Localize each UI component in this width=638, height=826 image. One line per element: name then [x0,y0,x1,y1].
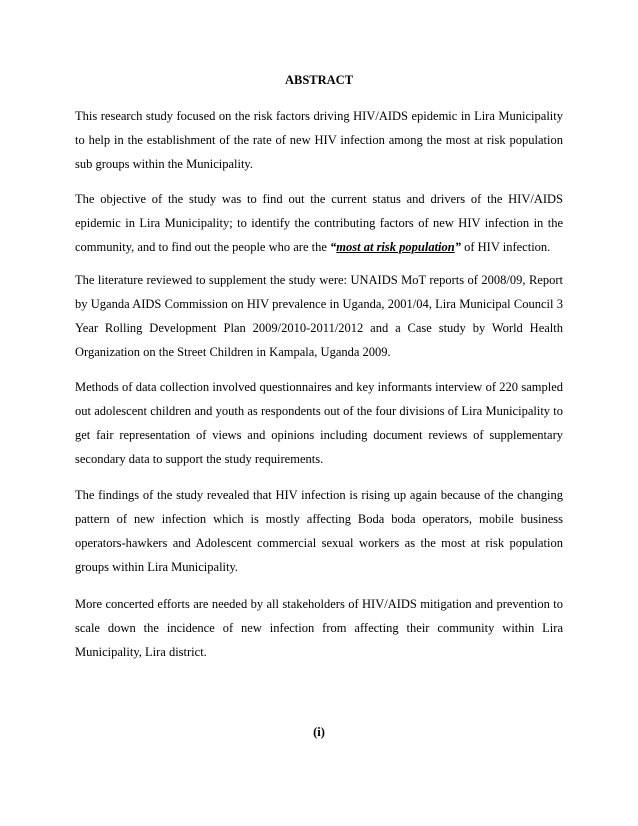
paragraph-line: by Uganda AIDS Commission on HIV prevalence in Uganda, 2001/04, Lira Municipal Council 3 [75,297,563,311]
paragraph-line: sub groups within the Municipality. [75,157,253,171]
open-quote: “ [330,240,337,254]
paragraph-methods [75,375,563,471]
paragraph-line: out adolescent children and youth as respondents out of the four divisions of Lira Municipality to [75,404,563,418]
emphasized-phrase: most at risk population [336,240,455,254]
paragraph-line: groups within Lira Municipality. [75,560,239,574]
line-text: of HIV infection. [460,240,551,254]
paragraph-line: The findings of the study revealed that HIV infection is rising up again because of the changing [75,488,563,502]
paragraph-purpose [75,104,563,176]
close-quote: ” [454,240,461,254]
paragraph-line [75,235,563,259]
paragraph-line: scale down the incidence of new infection from affecting their community within Lira [75,621,563,635]
paragraph-line: The objective of the study was to find out the current status and drivers of the HIV/AIDS [75,192,563,206]
paragraph-line: to help in the establishment of the rate of new HIV infection among the most at risk population [75,133,563,147]
paragraph-line: Year Rolling Development Plan 2009/2010-2011/2012 and a Case study by World Health [75,321,563,335]
paragraph-line: get fair representation of views and opinions including document reviews of supplementary [75,428,563,442]
paragraph-line: Methods of data collection involved questionnaires and key informants interview of 220 sampled [75,380,563,394]
paragraph-line: operators-hawkers and Adolescent commercial sexual workers as the most at risk population [75,536,563,550]
paragraph-line: This research study focused on the risk factors driving HIV/AIDS epidemic in Lira Municipality [75,109,563,123]
abstract-heading: ABSTRACT [284,73,354,87]
paragraph-literature [75,268,563,364]
paragraph-findings [75,483,563,579]
paragraph-line: secondary data to support the study requirements. [75,452,324,466]
paragraph-line: Municipality, Lira district. [75,645,207,659]
paragraph-recommendations [75,592,563,664]
paragraph-line: pattern of new infection which is mostly affecting Boda boda operators, mobile business [75,512,563,526]
paragraph-line: epidemic in Lira Municipality; to identify the contributing factors of new HIV infection in the [75,216,563,230]
paragraph-line: More concerted efforts are needed by all stakeholders of HIV/AIDS mitigation and prevention to [75,597,563,611]
line-text: community, and to find out the people who are the [75,240,331,254]
page-number: (i) [313,725,325,739]
paragraph-line: Organization on the Street Children in Kampala, Uganda 2009. [75,345,391,359]
paragraph-objective [75,187,563,259]
paragraph-line: The literature reviewed to supplement the study were: UNAIDS MoT reports of 2008/09, Report [75,273,563,287]
